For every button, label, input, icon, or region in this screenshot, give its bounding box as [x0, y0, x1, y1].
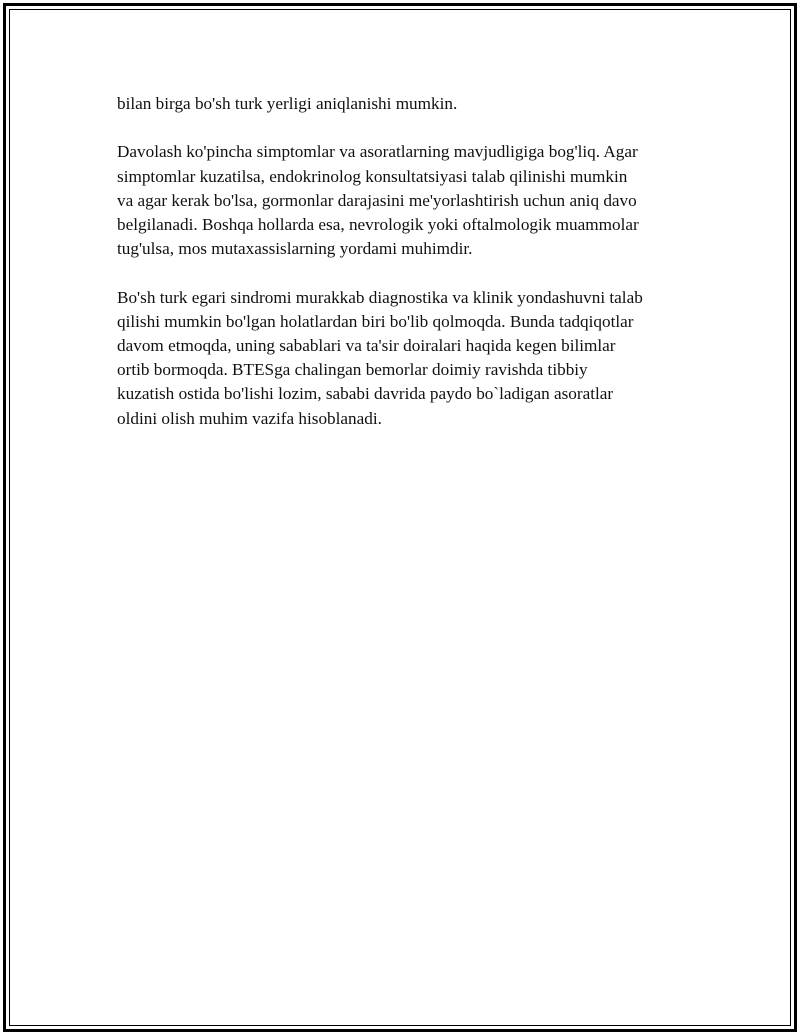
text-line: Davolash ko'pincha simptomlar va asoratlarning mavjudligiga bog'liq. Agar — [117, 142, 638, 162]
text-line: oldini olish muhim vazifa hisoblanadi. — [117, 408, 382, 428]
text-line: bilan birga bo'sh turk yerligi aniqlanishi mumkin. — [117, 94, 458, 113]
text-line: va agar kerak bo'lsa, gormonlar darajasini me'yorlashtirish uchun aniq davo — [117, 190, 637, 210]
text-line: simptomlar kuzatilsa, endokrinolog konsultatsiyasi talab qilinishi mumkin — [117, 166, 628, 186]
document-body — [117, 92, 697, 455]
text-line: kuzatish ostida bo'lishi lozim, sababi davrida paydo bo`ladigan asoratlar — [117, 384, 614, 404]
text-line: Bo'sh turk egari sindromi murakkab diagnostika va klinik yondashuvni talab — [117, 287, 643, 307]
paragraph-3 — [117, 286, 697, 431]
text-line: tug'ulsa, mos mutaxassislarning yordami muhimdir. — [117, 239, 473, 259]
paragraph-1 — [117, 92, 697, 116]
text-line: belgilanadi. Boshqa hollarda esa, nevrologik yoki oftalmologik muammolar — [117, 215, 639, 234]
text-line: qilishi mumkin bo'lgan holatlardan biri bo'lib qolmoqda. Bunda tadqiqotlar — [117, 311, 634, 331]
text-line: davom etmoqda, uning sabablari va ta'sir doiralari haqida kegen bilimlar — [117, 336, 616, 355]
text-line: ortib bormoqda. BTESga chalingan bemorlar doimiy ravishda tibbiy — [117, 360, 588, 380]
paragraph-2 — [117, 140, 697, 261]
